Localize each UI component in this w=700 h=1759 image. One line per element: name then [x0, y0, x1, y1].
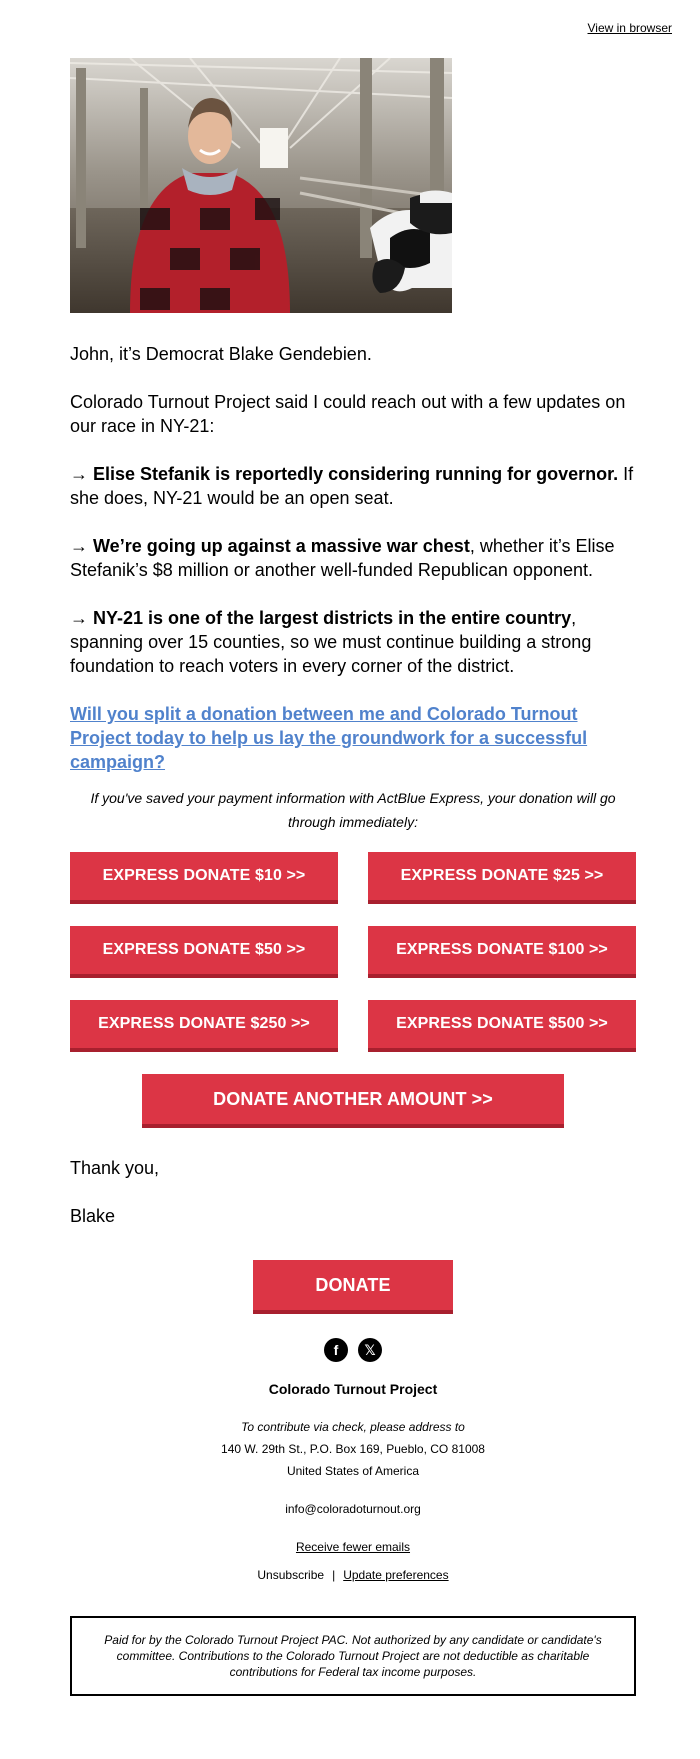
email-body [70, 342, 636, 1696]
donation-ask-link[interactable]: Will you split a donation between me and Colorado Turnout Project today to help us lay the groundwork for a successful campaign? [70, 704, 588, 772]
express-donate-10-button[interactable]: EXPRESS DONATE $10 >> [70, 852, 338, 904]
bullet-governor-bold: Elise Stefanik is reportedly considering running for governor. [93, 464, 619, 484]
express-donate-250-button[interactable]: EXPRESS DONATE $250 >> [70, 1000, 338, 1052]
express-donate-50-button[interactable]: EXPRESS DONATE $50 >> [70, 926, 338, 978]
unsubscribe-link[interactable]: Unsubscribe [257, 1568, 325, 1582]
bullet-arrow: → [70, 536, 88, 556]
bullet-district-text: , spanning over 15 counties, so we must continue building a strong foundation to reach voters in every corner of the district. [70, 608, 592, 676]
signoff-name: Blake [70, 1206, 116, 1226]
donate-another-amount-button[interactable]: DONATE ANOTHER AMOUNT >> [142, 1074, 564, 1128]
separator: | [332, 1568, 336, 1582]
bullet-district [70, 606, 636, 678]
signoff-thanks: Thank you, [70, 1158, 160, 1178]
address-line-1: 140 W. 29th St., P.O. Box 169, Pueblo, CO 81008 [221, 1442, 485, 1456]
express-donate-500-button[interactable]: EXPRESS DONATE $500 >> [368, 1000, 636, 1052]
view-in-browser-link[interactable]: View in browser [587, 21, 672, 35]
footer [70, 1338, 636, 1696]
org-name: Colorado Turnout Project [268, 1381, 438, 1397]
express-donate-100-button[interactable]: EXPRESS DONATE $100 >> [368, 926, 636, 978]
bullet-arrow: → [70, 608, 88, 628]
greeting: John, it’s Democrat Blake Gendebien. [70, 344, 372, 364]
bullet-war-chest [70, 534, 636, 582]
receive-fewer-emails-link[interactable]: Receive fewer emails [295, 1540, 411, 1554]
x-icon[interactable]: 𝕏 [358, 1338, 382, 1362]
update-preferences-link[interactable]: Update preferences [343, 1568, 449, 1582]
bullet-governor [70, 462, 636, 510]
paid-for-disclaimer: Paid for by the Colorado Turnout Project PAC. Not authorized by any candidate or candidate's committee. Contributions to the Colorado Turnout Project are not deductible as charitable contributions for Federal tax income purposes. [70, 1616, 636, 1696]
unsubscribe-row [70, 1564, 636, 1586]
address-line-2: United States of America [286, 1464, 420, 1478]
express-note: If you've saved your payment information with ActBlue Express, your donation will go through immediately: [90, 790, 616, 830]
social-links [70, 1338, 636, 1362]
bullet-war-chest-text: , whether it’s Elise Stefanik’s $8 million or another well-funded Republican opponent. [70, 536, 615, 580]
bullet-district-bold: NY-21 is one of the largest districts in the entire country [93, 608, 572, 628]
bullet-war-chest-bold: We’re going up against a massive war chest [93, 536, 470, 556]
donate-button[interactable]: DONATE [253, 1260, 453, 1314]
signoff [70, 1156, 636, 1228]
facebook-icon[interactable]: f [324, 1338, 348, 1362]
hero-photo [70, 58, 452, 313]
bullet-arrow: → [70, 464, 88, 484]
bullet-governor-text: If she does, NY-21 would be an open seat. [70, 464, 634, 508]
express-donate-25-button[interactable]: EXPRESS DONATE $25 >> [368, 852, 636, 904]
intro-paragraph: Colorado Turnout Project said I could reach out with a few updates on our race in NY-21: [70, 392, 626, 436]
express-donate-grid [70, 852, 636, 1052]
check-note: To contribute via check, please address to [241, 1420, 465, 1434]
contact-email: info@coloradoturnout.org [285, 1502, 421, 1516]
